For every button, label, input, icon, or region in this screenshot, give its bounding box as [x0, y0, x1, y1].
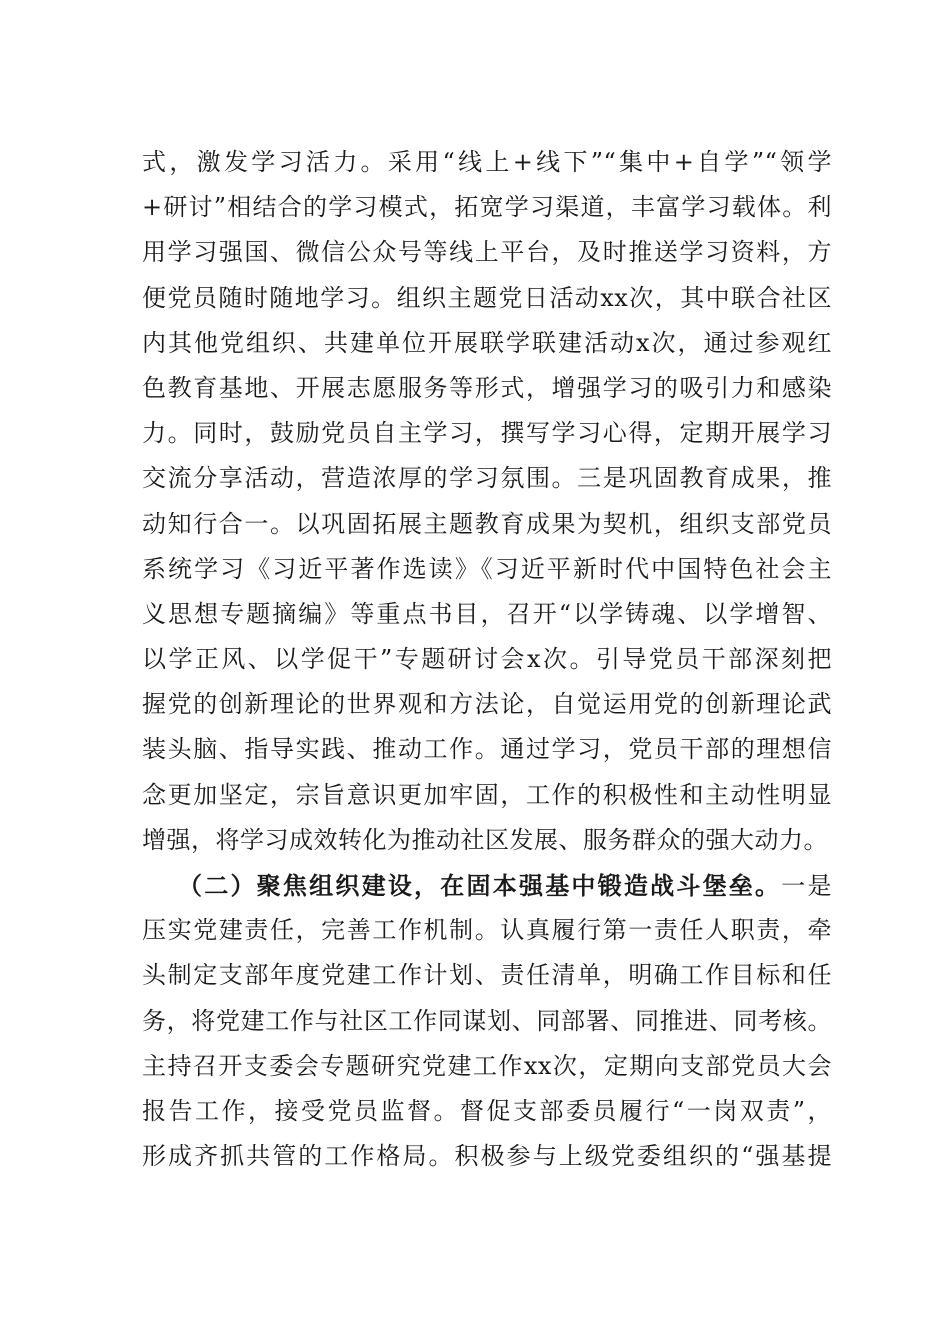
- text-line: 系统学习《习近平著作选读》《习近平新时代中国特色社会主: [142, 554, 832, 583]
- text-line: 力。同时，鼓励党员自主学习，撰写学习心得，定期开展学习: [142, 419, 832, 448]
- text-line: 交流分享活动，营造浓厚的学习氛围。三是巩固教育成果，推: [142, 464, 832, 493]
- text-line: 握党的创新理论的世界观和方法论，自觉运用党的创新理论武: [142, 690, 832, 719]
- text-line: 色教育基地、开展志愿服务等形式，增强学习的吸引力和感染: [142, 373, 832, 402]
- text-line: 压实党建责任，完善工作机制。认真履行第一责任人职责，牵: [142, 916, 832, 945]
- text-line: 便党员随时随地学习。组织主题党日活动xx次，其中联合社区: [142, 283, 832, 312]
- text-line: 内其他党组织、共建单位开展联学联建活动x次，通过参观红: [142, 328, 832, 357]
- section-heading: （二）聚焦组织建设，在固本强基中锻造战斗堡垒。: [178, 871, 782, 900]
- text-line: 增强，将学习成效转化为推动社区发展、服务群众的强大动力。: [142, 825, 828, 854]
- section-heading-tail: 一是: [781, 872, 833, 900]
- text-line: 义思想专题摘编》等重点书目，召开“以学铸魂、以学增智、: [142, 599, 832, 628]
- text-line: 主持召开支委会专题研究党建工作xx次，定期向支部党员大会: [142, 1051, 832, 1080]
- text-line: 装头脑、指导实践、推动工作。通过学习，党员干部的理想信: [142, 735, 832, 764]
- text-line: 报告工作，接受党员监督。督促支部委员履行“一岗双责”，: [142, 1096, 832, 1125]
- section-heading-line: [142, 863, 832, 908]
- text-line: 形成齐抓共管的工作格局。积极参与上级党委组织的“强基提: [142, 1142, 832, 1171]
- text-line: 务，将党建工作与社区工作同谋划、同部署、同推进、同考核。: [142, 1006, 832, 1035]
- text-line: 式，激发学习活力。采用“线上+线下”“集中+自学”“领学: [142, 148, 832, 176]
- text-line: +研讨”相结合的学习模式，拓宽学习渠道，丰富学习载体。利: [142, 193, 832, 222]
- text-line: 念更加坚定，宗旨意识更加牢固，工作的积极性和主动性明显: [142, 780, 832, 809]
- text-line: 以学正风、以学促干”专题研讨会x次。引导党员干部深刻把: [142, 645, 832, 674]
- body-text: [142, 140, 832, 1179]
- text-line: 动知行合一。以巩固拓展主题教育成果为契机，组织支部党员: [142, 509, 832, 538]
- text-line: 头制定支部年度党建工作计划、责任清单，明确工作目标和任: [142, 961, 832, 990]
- text-line: 用学习强国、微信公众号等线上平台，及时推送学习资料，方: [142, 238, 832, 267]
